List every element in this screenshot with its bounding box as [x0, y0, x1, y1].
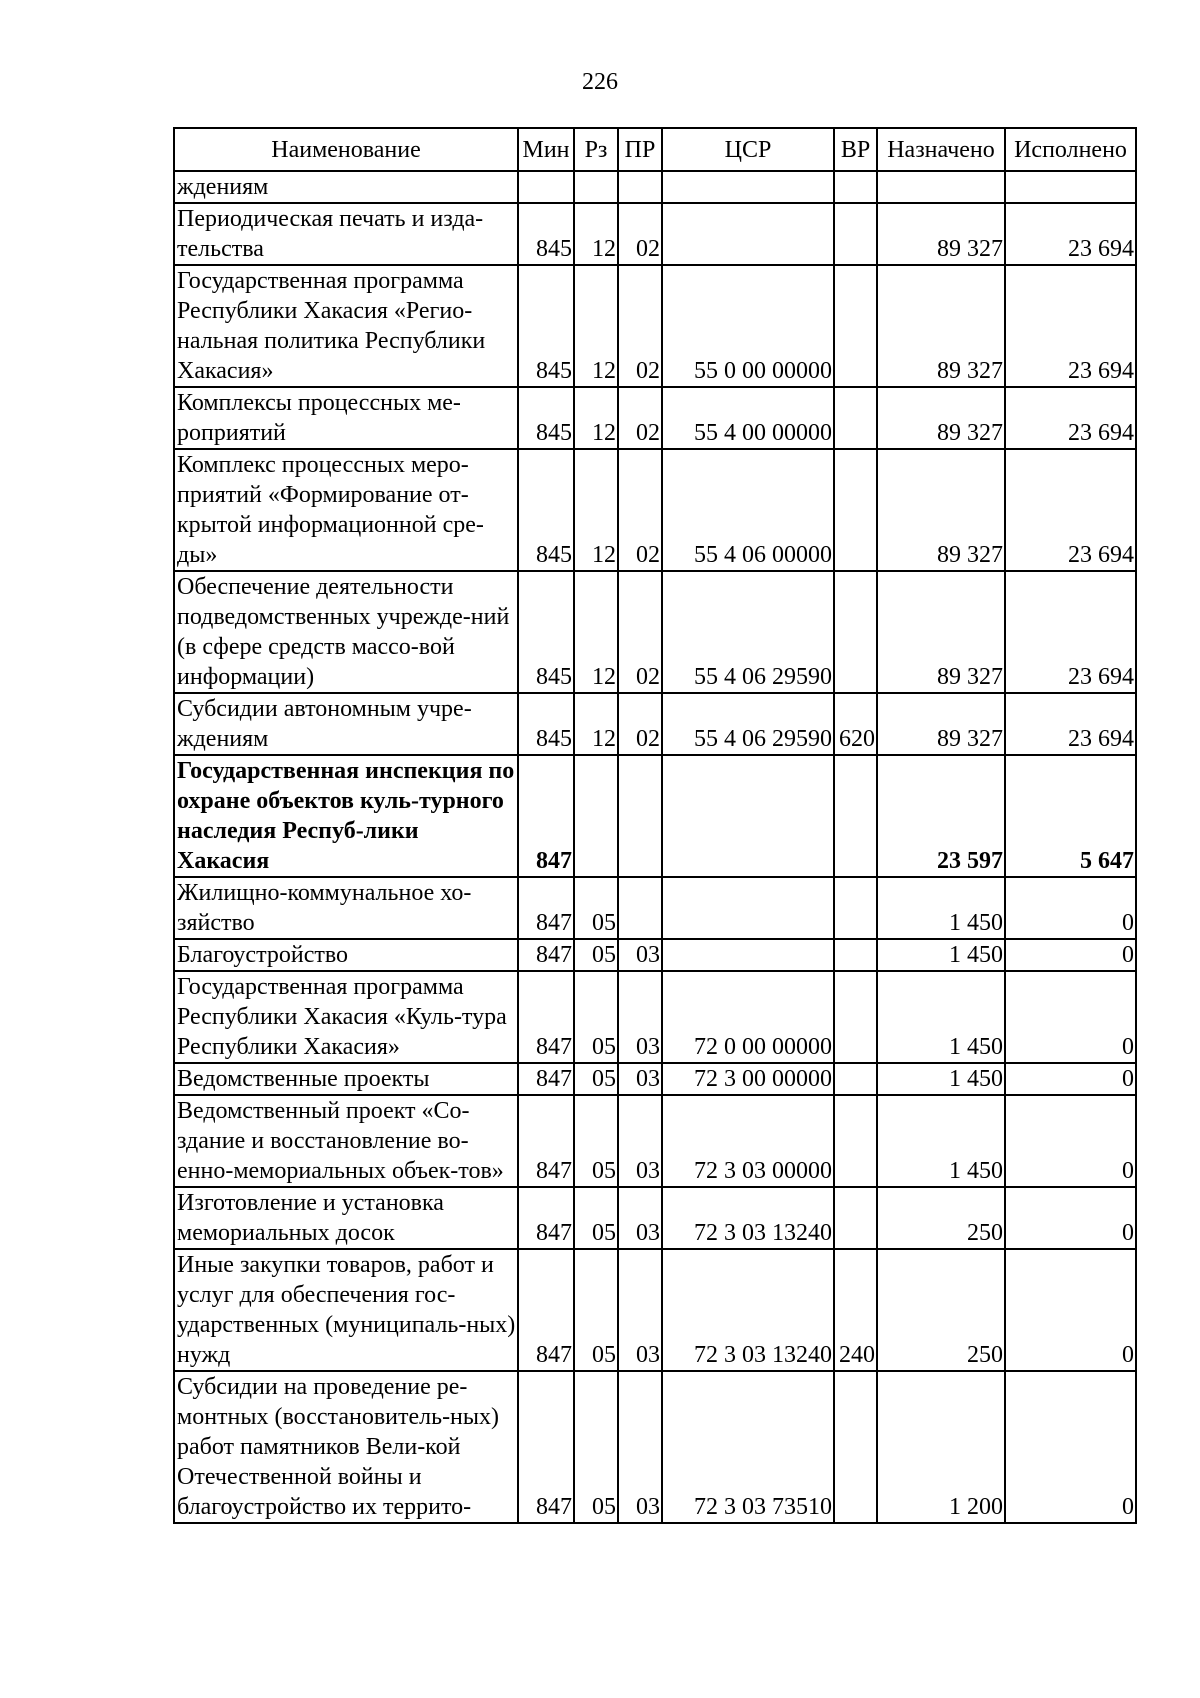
executed-cell: [1005, 171, 1136, 203]
assigned-cell: 1 450: [877, 939, 1005, 971]
pr-cell: 02: [618, 693, 662, 755]
executed-cell: 0: [1005, 971, 1136, 1063]
name-cell: Ведомственные проекты: [174, 1063, 518, 1095]
table-row: [174, 1249, 1136, 1371]
min-cell: 845: [518, 203, 574, 265]
assigned-cell: 89 327: [877, 571, 1005, 693]
min-cell: 845: [518, 265, 574, 387]
table-row: [174, 387, 1136, 449]
assigned-cell: 89 327: [877, 203, 1005, 265]
name-cell: Изготовление и установка мемориальных досок: [174, 1187, 518, 1249]
page-number: 226: [582, 69, 618, 95]
rz-cell: [574, 755, 618, 877]
min-cell: 847: [518, 1063, 574, 1095]
vr-cell: [834, 449, 877, 571]
name-cell: Жилищно-коммунальное хо-зяйство: [174, 877, 518, 939]
min-cell: 847: [518, 877, 574, 939]
table-row: [174, 449, 1136, 571]
vr-cell: [834, 265, 877, 387]
csr-cell: [662, 755, 834, 877]
executed-cell: 0: [1005, 1095, 1136, 1187]
executed-cell: 23 694: [1005, 265, 1136, 387]
pr-cell: 03: [618, 1249, 662, 1371]
column-header-csr: ЦСР: [662, 128, 834, 171]
pr-cell: 03: [618, 1095, 662, 1187]
min-cell: 845: [518, 571, 574, 693]
rz-cell: 05: [574, 877, 618, 939]
pr-cell: 02: [618, 449, 662, 571]
executed-cell: 0: [1005, 1063, 1136, 1095]
assigned-cell: 1 200: [877, 1371, 1005, 1523]
vr-cell: [834, 971, 877, 1063]
table-row: [174, 693, 1136, 755]
pr-cell: 03: [618, 1063, 662, 1095]
rz-cell: 05: [574, 1249, 618, 1371]
csr-cell: 55 4 00 00000: [662, 387, 834, 449]
executed-cell: 23 694: [1005, 571, 1136, 693]
min-cell: 845: [518, 387, 574, 449]
vr-cell: 240: [834, 1249, 877, 1371]
executed-cell: 0: [1005, 1187, 1136, 1249]
csr-cell: 72 3 03 13240: [662, 1187, 834, 1249]
table-row: [174, 571, 1136, 693]
rz-cell: 12: [574, 571, 618, 693]
name-cell: Государственная инспекция по охране объектов куль-турного наследия Респуб-лики Хакасия: [174, 755, 518, 877]
csr-cell: [662, 939, 834, 971]
name-cell: Комплексы процессных ме-роприятий: [174, 387, 518, 449]
assigned-cell: 89 327: [877, 449, 1005, 571]
pr-cell: [618, 755, 662, 877]
table-body: [174, 171, 1136, 1523]
csr-cell: [662, 171, 834, 203]
rz-cell: 12: [574, 693, 618, 755]
csr-cell: 72 0 00 00000: [662, 971, 834, 1063]
name-cell: Иные закупки товаров, работ и услуг для обеспечения гос-ударственных (муниципаль-ных) нужд: [174, 1249, 518, 1371]
column-header-executed: Исполнено: [1005, 128, 1136, 171]
pr-cell: 03: [618, 939, 662, 971]
table-row: [174, 1187, 1136, 1249]
min-cell: 845: [518, 693, 574, 755]
executed-cell: 0: [1005, 1371, 1136, 1523]
table-row: [174, 755, 1136, 877]
min-cell: 847: [518, 1249, 574, 1371]
name-cell: Периодическая печать и изда-тельства: [174, 203, 518, 265]
pr-cell: [618, 171, 662, 203]
column-header-vr: ВР: [834, 128, 877, 171]
assigned-cell: 89 327: [877, 387, 1005, 449]
table-row: [174, 939, 1136, 971]
rz-cell: 05: [574, 1187, 618, 1249]
executed-cell: 23 694: [1005, 203, 1136, 265]
rz-cell: 05: [574, 1371, 618, 1523]
executed-cell: 23 694: [1005, 387, 1136, 449]
vr-cell: [834, 755, 877, 877]
csr-cell: 72 3 00 00000: [662, 1063, 834, 1095]
name-cell: Субсидии автономным учре-ждениям: [174, 693, 518, 755]
csr-cell: 55 4 06 29590: [662, 693, 834, 755]
rz-cell: 12: [574, 449, 618, 571]
rz-cell: 05: [574, 1063, 618, 1095]
assigned-cell: [877, 171, 1005, 203]
name-cell: Комплекс процессных меро-приятий «Формирование от-крытой информационной сре-ды»: [174, 449, 518, 571]
rz-cell: 05: [574, 971, 618, 1063]
pr-cell: 02: [618, 571, 662, 693]
table-row: [174, 171, 1136, 203]
rz-cell: 12: [574, 387, 618, 449]
pr-cell: [618, 877, 662, 939]
table-row: [174, 1063, 1136, 1095]
csr-cell: 55 4 06 00000: [662, 449, 834, 571]
pr-cell: 02: [618, 387, 662, 449]
table-row: [174, 203, 1136, 265]
column-header-min: Мин: [518, 128, 574, 171]
name-cell: Субсидии на проведение ре-монтных (восстановитель-ных) работ памятников Вели-кой Отечественной войны и благоустройство их террито-: [174, 1371, 518, 1523]
name-cell: ждениям: [174, 171, 518, 203]
column-header-pr: ПР: [618, 128, 662, 171]
name-cell: Ведомственный проект «Со-здание и восстановление во-енно-мемориальных объек-тов»: [174, 1095, 518, 1187]
vr-cell: 620: [834, 693, 877, 755]
executed-cell: 23 694: [1005, 693, 1136, 755]
csr-cell: [662, 877, 834, 939]
name-cell: Государственная программа Республики Хакасия «Регио-нальная политика Республики Хакасия»: [174, 265, 518, 387]
assigned-cell: 89 327: [877, 693, 1005, 755]
pr-cell: 02: [618, 265, 662, 387]
min-cell: 847: [518, 755, 574, 877]
rz-cell: 12: [574, 265, 618, 387]
assigned-cell: 1 450: [877, 877, 1005, 939]
assigned-cell: 23 597: [877, 755, 1005, 877]
vr-cell: [834, 1095, 877, 1187]
vr-cell: [834, 171, 877, 203]
column-header-rz: Рз: [574, 128, 618, 171]
assigned-cell: 250: [877, 1249, 1005, 1371]
min-cell: 847: [518, 971, 574, 1063]
column-header-assigned: Назначено: [877, 128, 1005, 171]
executed-cell: 0: [1005, 1249, 1136, 1371]
executed-cell: 0: [1005, 939, 1136, 971]
pr-cell: 03: [618, 971, 662, 1063]
csr-cell: 72 3 03 73510: [662, 1371, 834, 1523]
table-row: [174, 1095, 1136, 1187]
executed-cell: 0: [1005, 877, 1136, 939]
executed-cell: 23 694: [1005, 449, 1136, 571]
vr-cell: [834, 939, 877, 971]
vr-cell: [834, 387, 877, 449]
min-cell: 847: [518, 939, 574, 971]
csr-cell: 72 3 03 00000: [662, 1095, 834, 1187]
rz-cell: 05: [574, 1095, 618, 1187]
pr-cell: 02: [618, 203, 662, 265]
rz-cell: [574, 171, 618, 203]
vr-cell: [834, 1187, 877, 1249]
assigned-cell: 89 327: [877, 265, 1005, 387]
assigned-cell: 1 450: [877, 971, 1005, 1063]
rz-cell: 12: [574, 203, 618, 265]
assigned-cell: 1 450: [877, 1095, 1005, 1187]
vr-cell: [834, 203, 877, 265]
table-row: [174, 1371, 1136, 1523]
name-cell: Благоустройство: [174, 939, 518, 971]
min-cell: [518, 171, 574, 203]
budget-table: [173, 127, 1137, 1524]
csr-cell: 55 0 00 00000: [662, 265, 834, 387]
min-cell: 847: [518, 1187, 574, 1249]
table-row: [174, 265, 1136, 387]
pr-cell: 03: [618, 1371, 662, 1523]
assigned-cell: 1 450: [877, 1063, 1005, 1095]
min-cell: 847: [518, 1371, 574, 1523]
vr-cell: [834, 1371, 877, 1523]
min-cell: 847: [518, 1095, 574, 1187]
csr-cell: [662, 203, 834, 265]
column-header-name: Наименование: [174, 128, 518, 171]
table-row: [174, 877, 1136, 939]
name-cell: Обеспечение деятельности подведомственных учрежде-ний (в сфере средств массо-вой информации): [174, 571, 518, 693]
assigned-cell: 250: [877, 1187, 1005, 1249]
csr-cell: 55 4 06 29590: [662, 571, 834, 693]
min-cell: 845: [518, 449, 574, 571]
vr-cell: [834, 571, 877, 693]
table-header-row: [174, 128, 1136, 171]
pr-cell: 03: [618, 1187, 662, 1249]
table-row: [174, 971, 1136, 1063]
csr-cell: 72 3 03 13240: [662, 1249, 834, 1371]
rz-cell: 05: [574, 939, 618, 971]
executed-cell: 5 647: [1005, 755, 1136, 877]
vr-cell: [834, 877, 877, 939]
name-cell: Государственная программа Республики Хакасия «Куль-тура Республики Хакасия»: [174, 971, 518, 1063]
vr-cell: [834, 1063, 877, 1095]
